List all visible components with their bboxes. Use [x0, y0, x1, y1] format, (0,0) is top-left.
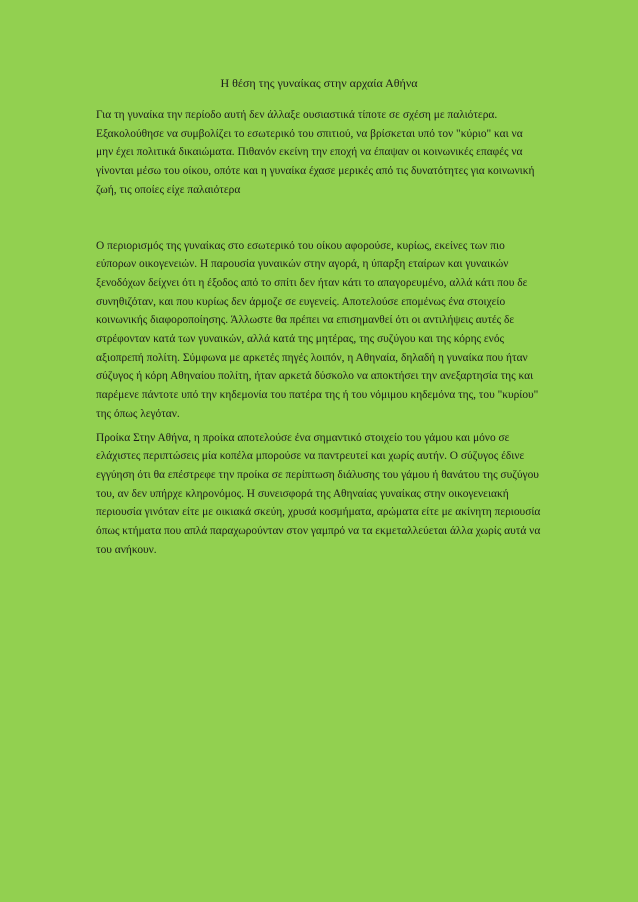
document-title: Η θέση της γυναίκας στην αρχαία Αθήνα: [220, 76, 418, 90]
paragraph-dowry: Προίκα Στην Αθήνα, η προίκα αποτελούσε ένα σημαντικό στοιχείο του γάμου και μόνο σε ελάχιστες περιπτώσεις μία κοπέλα μπορούσε να παντρευτεί και χωρίς αυτήν. Ο σύζυγος έδινε εγγύηση ότι θα επέστρεφε την προίκα σε περίπτωση διάλυσης του γάμου ή θανάτου της συζύγου του, αν δεν υπήρχε κληρονόμος. Η συνεισφορά της Αθηναίας γυναίκας στην οικογενειακή περιουσία γινόταν είτε με οικιακά σκεύη, χρυσά κοσμήματα, αρώματα είτε με ακίνητη περιουσία όπως κτήματα που απλά παραχωρούνταν στον γαμπρό να τα εκμεταλλεύεται άλλα χωρίς αυτά να του ανήκουν.: [96, 431, 541, 556]
paragraph-restriction: Ο περιορισμός της γυναίκας στο εσωτερικό του οίκου αφορούσε, κυρίως, εκείνες των πιο εύπορων οικογενειών. Η παρουσία γυναικών στην αγορά, η ύπαρξη εταίρων και γυναικών ξενοδόχων δείχνει ότι η έξοδος από το σπίτι δεν ήταν κάτι το απαγορευμένο, αλλά κάτι που δε συνηθιζόταν, και που κυρίως δεν άρμοζε σε ευγενείς. Αποτελούσε επομένως ένα στοιχείο κοινωνικής διαφοροποίησης. Άλλωστε θα πρέπει να επισημανθεί ότι οι αντιλήψεις αυτές δε στρέφονταν κατά των γυναικών, αλλά κατά της μητέρας, της συζύγου και της κόρης ενός αξιοπρεπή πολίτη. Σύμφωνα με αρκετές πηγές λοιπόν, η Αθηναία, δηλαδή η γυναίκα που ήταν σύζυγος ή κόρη Αθηναίου πολίτη, ήταν αρκετά δύσκολο να αποκτήσει την ανεξαρτησία της και παρέμενε πάντοτε υπό την κηδεμονία του πατέρα της ή του νόμιμου κηδεμόνα της, του "κυρίου" της όπως λεγόταν.: [96, 239, 539, 420]
paragraph-intro: Για τη γυναίκα την περίοδο αυτή δεν άλλαξε ουσιαστικά τίποτε σε σχέση με παλιότερα. Εξακολούθησε να συμβολίζει το εσωτερικό του σπιτιού, να βρίσκεται υπό τον "κύριο" και να μην έχει πολιτικά δικαιώματα. Πιθανόν εκείνη την εποχή να έπαψαν οι κοινωνικές επαφές να γίνονται μέσω του οίκου, οπότε και η γυναίκα έχασε μερικές από τις δυνατότητες για κοινωνική ζωή, τις οποίες είχε παλαιότερα: [96, 109, 535, 196]
